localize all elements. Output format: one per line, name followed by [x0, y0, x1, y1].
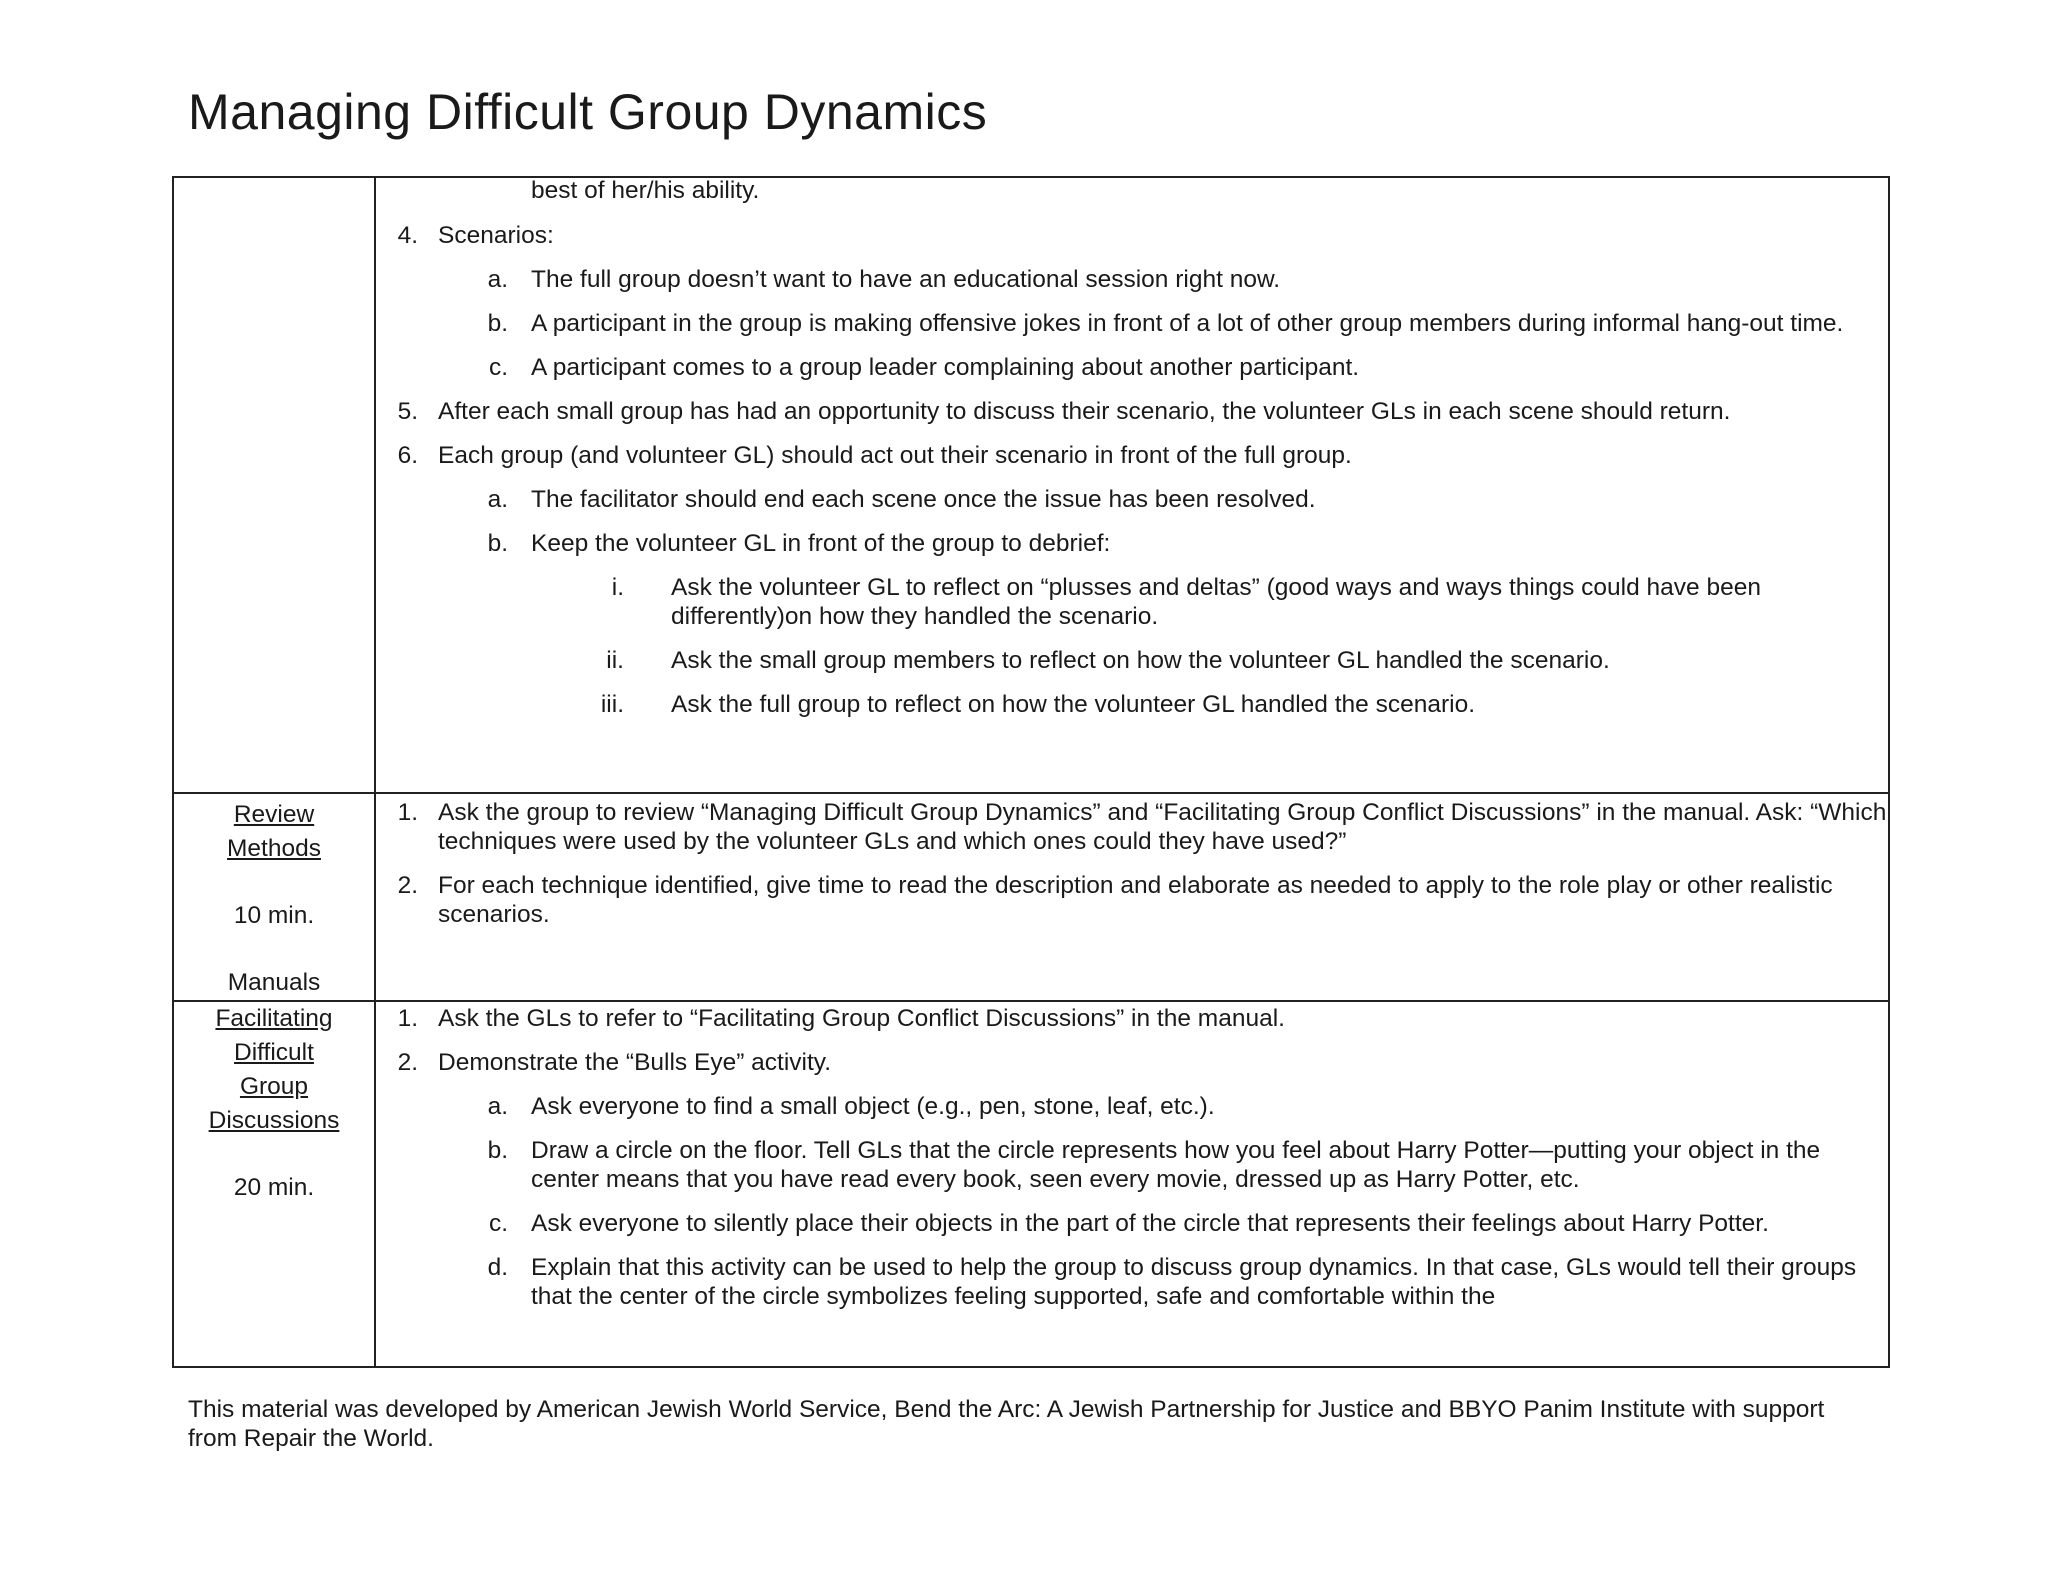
activity-cell	[173, 177, 375, 793]
activity-title-line: Review	[233, 801, 315, 828]
table-row	[173, 1001, 1889, 1367]
list-item	[376, 529, 1888, 558]
list-item	[376, 646, 1888, 675]
activity-title-line: Group	[239, 1073, 309, 1100]
activity-materials: Manuals	[227, 969, 321, 996]
activity-title-line: Facilitating	[215, 1005, 333, 1032]
list-item-text: A participant comes to a group leader complaining about another participant.	[531, 354, 1360, 381]
list-marker: 1.	[397, 799, 418, 826]
list-item	[376, 798, 1888, 856]
list-item	[376, 690, 1888, 719]
instructions-cell	[375, 1001, 1889, 1367]
list-item	[376, 353, 1888, 382]
list-item-text: Each group (and volunteer GL) should act out their scenario in front of the full group.	[438, 442, 1352, 469]
list-item	[376, 1209, 1888, 1238]
list-item-text: Explain that this activity can be used to help the group to discuss group dynamics. In that case, GLs would tell their groups that the center of the circle symbolizes feeling supported, safe and comfortable within the	[531, 1254, 1857, 1310]
table-row	[173, 793, 1889, 1001]
list-marker: b.	[487, 530, 508, 557]
instructions-cell	[375, 177, 1889, 793]
list-item-text: Scenarios:	[438, 222, 554, 249]
footer-credit: This material was developed by American Jewish World Service, Bend the Arc: A Jewish Partnership for Justice and BBYO Panim Institute with support from Repair the World.	[188, 1396, 1825, 1452]
list-marker: a.	[487, 1093, 508, 1120]
list-item-text: Draw a circle on the floor. Tell GLs that the circle represents how you feel about Harry Potter—putting your object in the center means that you have read every book, seen every movie, dressed up as Harry Potter, etc.	[531, 1137, 1821, 1193]
list-item-text: Ask the volunteer GL to reflect on “plusses and deltas” (good ways and ways things could have been differently)on how they handled the scenario.	[671, 574, 1761, 630]
list-marker: b.	[487, 1137, 508, 1164]
activity-title-line: Difficult	[234, 1039, 314, 1066]
list-marker: 2.	[397, 872, 418, 899]
list-item	[376, 1253, 1888, 1311]
list-item-text: Ask everyone to silently place their objects in the part of the circle that represents their feelings about Harry Potter.	[531, 1210, 1769, 1237]
list-marker: d.	[487, 1254, 508, 1281]
list-item	[376, 309, 1888, 338]
list-item	[376, 1092, 1888, 1121]
page-title: Managing Difficult Group Dynamics	[188, 84, 988, 140]
list-item-text: The facilitator should end each scene once the issue has been resolved.	[531, 486, 1316, 513]
list-marker: c.	[488, 1210, 508, 1237]
list-item-text: Ask the group to review “Managing Difficult Group Dynamics” and “Facilitating Group Conflict Discussions” in the manual. Ask: “Which techniques were used by the volunteer GLs and which ones could they have used?”	[438, 799, 1887, 855]
list-item-text: Demonstrate the “Bulls Eye” activity.	[438, 1049, 832, 1076]
activity-duration: 20 min.	[233, 1174, 315, 1201]
list-item	[376, 397, 1888, 426]
list-item	[376, 485, 1888, 514]
activity-title-line: Discussions	[208, 1107, 340, 1134]
list-marker: 4.	[397, 222, 418, 249]
list-marker: b.	[487, 310, 508, 337]
list-item	[376, 265, 1888, 294]
activity-duration: 10 min.	[233, 902, 315, 929]
list-item-text: Ask the full group to reflect on how the volunteer GL handled the scenario.	[671, 691, 1476, 718]
list-marker: ii.	[606, 647, 624, 674]
list-item	[376, 573, 1888, 631]
list-marker: a.	[487, 266, 508, 293]
activity-cell	[173, 793, 375, 1001]
list-item-text: Ask the GLs to refer to “Facilitating Group Conflict Discussions” in the manual.	[438, 1005, 1285, 1032]
table-row	[173, 177, 1889, 793]
lesson-plan-table	[172, 176, 1890, 1368]
activity-title-line: Methods	[227, 835, 321, 862]
list-marker: 6.	[397, 442, 418, 469]
list-item-text: Ask the small group members to reflect on how the volunteer GL handled the scenario.	[671, 647, 1610, 674]
list-item	[376, 441, 1888, 470]
list-item	[376, 1004, 1888, 1033]
activity-cell	[173, 1001, 375, 1367]
list-marker: 2.	[397, 1049, 418, 1076]
list-marker: iii.	[600, 691, 624, 718]
list-marker: c.	[488, 354, 508, 381]
list-marker: a.	[487, 486, 508, 513]
list-item-text: After each small group has had an opportunity to discuss their scenario, the volunteer GLs in each scene should return.	[438, 398, 1731, 425]
list-item	[376, 1136, 1888, 1194]
list-item-text: Ask everyone to find a small object (e.g., pen, stone, leaf, etc.).	[531, 1093, 1215, 1120]
list-marker: 1.	[397, 1005, 418, 1032]
list-item	[376, 871, 1888, 929]
list-item-text: The full group doesn’t want to have an educational session right now.	[531, 266, 1281, 293]
list-item-text: Keep the volunteer GL in front of the group to debrief:	[531, 530, 1111, 557]
list-item	[376, 1048, 1888, 1077]
list-item-text: For each technique identified, give time to read the description and elaborate as needed to apply to the role play or other realistic scenarios.	[438, 872, 1833, 928]
continuation-text: best of her/his ability.	[531, 178, 760, 204]
list-item	[376, 221, 1888, 250]
list-marker: 5.	[397, 398, 418, 425]
list-item-text: A participant in the group is making offensive jokes in front of a lot of other group members during informal hang-out time.	[531, 310, 1844, 337]
instructions-cell	[375, 793, 1889, 1001]
list-marker: i.	[611, 574, 624, 601]
